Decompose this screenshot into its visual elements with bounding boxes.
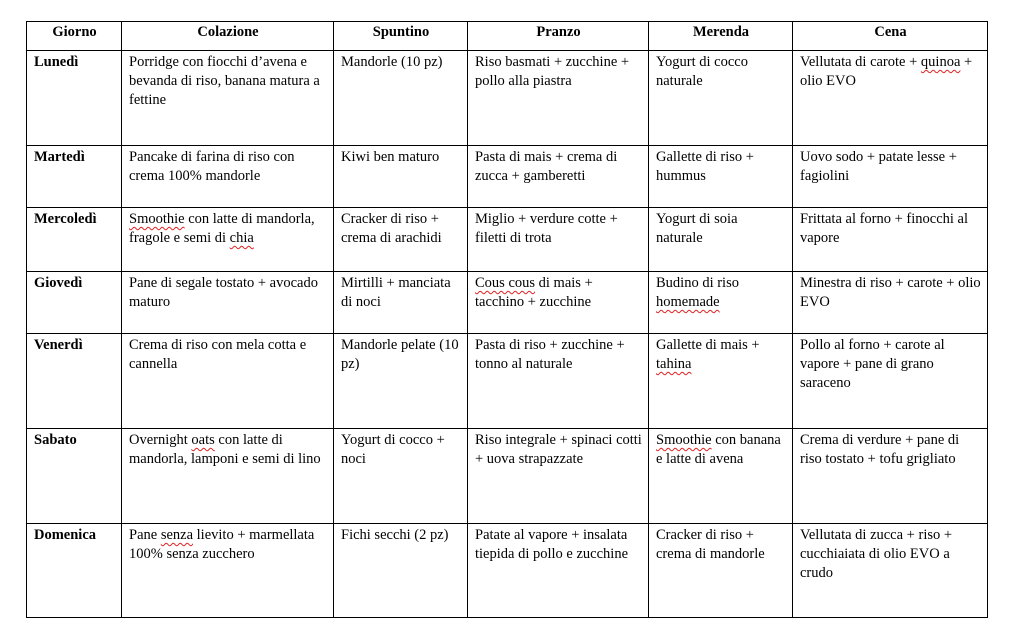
cena-cell: Vellutata di carote + quinoa + olio EVO (793, 51, 988, 146)
spuntino-cell: Kiwi ben maturo (334, 146, 468, 208)
colazione-cell: Porridge con fiocchi d’avena e bevanda di riso, banana matura a fettine (122, 51, 334, 146)
meal-plan-table (26, 21, 988, 618)
merenda-cell: Smoothie con banana e latte di avena (649, 429, 793, 524)
merenda-cell: Gallette di riso + hummus (649, 146, 793, 208)
day-cell: Venerdì (27, 334, 122, 429)
day-cell: Giovedì (27, 272, 122, 334)
cena-cell: Uovo sodo + patate lesse + fagiolini (793, 146, 988, 208)
colazione-cell: Crema di riso con mela cotta e cannella (122, 334, 334, 429)
pranzo-cell: Patate al vapore + insalata tiepida di pollo e zucchine (468, 524, 649, 618)
table-row (27, 429, 988, 524)
header-pranzo: Pranzo (468, 22, 649, 51)
colazione-cell: Pane di segale tostato + avocado maturo (122, 272, 334, 334)
day-cell: Domenica (27, 524, 122, 618)
header-cena: Cena (793, 22, 988, 51)
colazione-cell: Pane senza lievito + marmellata 100% senza zucchero (122, 524, 334, 618)
header-colazione: Colazione (122, 22, 334, 51)
header-spuntino: Spuntino (334, 22, 468, 51)
cena-cell: Vellutata di zucca + riso + cucchiaiata di olio EVO a crudo (793, 524, 988, 618)
cena-cell: Minestra di riso + carote + olio EVO (793, 272, 988, 334)
day-cell: Mercoledì (27, 208, 122, 272)
header-row (27, 22, 988, 51)
pranzo-cell: Pasta di riso + zucchine + tonno al naturale (468, 334, 649, 429)
merenda-cell: Budino di riso homemade (649, 272, 793, 334)
spuntino-cell: Mirtilli + manciata di noci (334, 272, 468, 334)
table-row (27, 272, 988, 334)
table-row (27, 334, 988, 429)
table-row (27, 524, 988, 618)
day-cell: Lunedì (27, 51, 122, 146)
spuntino-cell: Mandorle pelate (10 pz) (334, 334, 468, 429)
header-merenda: Merenda (649, 22, 793, 51)
cena-cell: Pollo al forno + carote al vapore + pane di grano saraceno (793, 334, 988, 429)
cena-cell: Frittata al forno + finocchi al vapore (793, 208, 988, 272)
colazione-cell: Smoothie con latte di mandorla, fragole e semi di chia (122, 208, 334, 272)
table-row (27, 51, 988, 146)
day-cell: Sabato (27, 429, 122, 524)
spuntino-cell: Fichi secchi (2 pz) (334, 524, 468, 618)
colazione-cell: Overnight oats con latte di mandorla, lamponi e semi di lino (122, 429, 334, 524)
spuntino-cell: Cracker di riso + crema di arachidi (334, 208, 468, 272)
merenda-cell: Yogurt di cocco naturale (649, 51, 793, 146)
table-row (27, 208, 988, 272)
pranzo-cell: Cous cous di mais + tacchino + zucchine (468, 272, 649, 334)
pranzo-cell: Riso integrale + spinaci cotti + uova strapazzate (468, 429, 649, 524)
header-giorno: Giorno (27, 22, 122, 51)
table-row (27, 146, 988, 208)
cena-cell: Crema di verdure + pane di riso tostato + tofu grigliato (793, 429, 988, 524)
pranzo-cell: Pasta di mais + crema di zucca + gamberetti (468, 146, 649, 208)
pranzo-cell: Riso basmati + zucchine + pollo alla piastra (468, 51, 649, 146)
colazione-cell: Pancake di farina di riso con crema 100% mandorle (122, 146, 334, 208)
pranzo-cell: Miglio + verdure cotte + filetti di trota (468, 208, 649, 272)
day-cell: Martedì (27, 146, 122, 208)
merenda-cell: Gallette di mais + tahina (649, 334, 793, 429)
spuntino-cell: Mandorle (10 pz) (334, 51, 468, 146)
merenda-cell: Cracker di riso + crema di mandorle (649, 524, 793, 618)
spuntino-cell: Yogurt di cocco + noci (334, 429, 468, 524)
merenda-cell: Yogurt di soia naturale (649, 208, 793, 272)
